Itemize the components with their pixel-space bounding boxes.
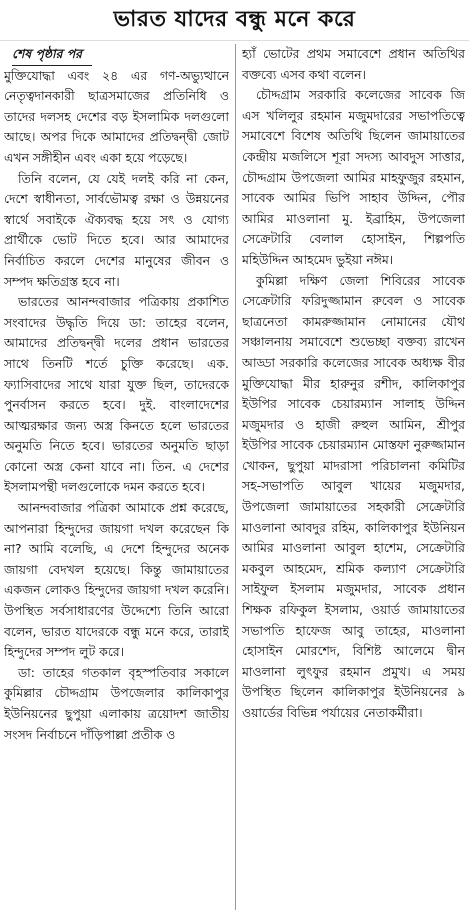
paragraph-left-5: ডা: তাহের গতকাল বৃহস্পতিবার সকালে কুমিল্লার চৌদ্দগ্রাম উপজেলার কালিকাপুর ইউনিয়নের ছুপুয়া এলাকায় ত্রয়োদশ জাতীয় সংসদ নির্বাচনে দাঁড়িপাল্লা প্রতীক ও xyxy=(4,664,229,742)
column-divider xyxy=(235,44,236,910)
paragraph-right-3: কুমিল্লা দক্ষিণ জেলা শিবিরের সাবেক সেক্রেটারি ফরিদুজ্জামান রুবেল ও সাবেক ছাত্রনেতা কামরুজ্জামান নোমানের যৌথ সঞ্চালনায় সমাবেশে শুভেচ্ছা বক্তব্য রাখেন আড্ডা সরকারি কলেজের সাবেক অধ্যক্ষ বীর মুক্তিযোদ্ধা মীর হারুনুর রশীদ, কালিকাপুর ইউপির সাবেক চেয়ারম্যান সালাহ উদ্দিন মজুমদার ও হাজী রুহুল আমিন, শ্রীপুর ইউপির সাবেক চেয়ারম্যান মোস্তফা নুরুজ্জামান খোকন, ছুপুয়া মাদরাসা পরিচালনা কমিটির সহ-সভাপতি আবুল খায়ের মজুমদার, উপজেলা জামায়াতের সহকারী সেক্রেটারি মাওলানা আবদুর রহিম, কালিকাপুর ইউনিয়ন আমির মাওলানা আবুল হাশেম, সেক্রেটারি মকবুল আহমেদ, শ্রমিক কল্যাণ সেক্রেটারি সাইফুল ইসলাম মজুমদার, সাবেক প্রধান শিক্ষক রফিকুল ইসলাম, ওয়ার্ড জামায়াতের সভাপতি হাফেজ আবু তাহের, মাওলানা হোসাইন মোরশেদ, বিশিষ্ট আলেমে দ্বীন মাওলানা লুৎফুর রহমান প্রমুখ। এ সময় উপস্থিত ছিলেন কালিকাপুর ইউনিয়নের ৯ ওয়ার্ডের বিভিন্ন পর্যায়ের নেতাকর্মীরা। xyxy=(242,272,465,720)
right-column xyxy=(242,44,465,910)
paragraph-right-1: হ্যাঁ ভোটের প্রথম সমাবেশে প্রধান অতিথির বক্তব্যে এসব কথা বলেন। xyxy=(242,46,465,82)
paragraph-left-3: ভারতের আনন্দবাজার পত্রিকায় প্রকাশিত সংবাদের উদ্ধৃতি দিয়ে ডা: তাহের বলেন, আমাদের প্রতিদ্বন্দ্বী দলের প্রধান ভারতের সাথে তিনটি শর্তে চুক্তি করেছে। এক. ফ্যাসিবাদের সাথে যারা যুক্ত ছিল, তাদেরকে পুনর্বাসন করতে হবে। দুই. বাংলাদেশের আত্মরক্ষার জন্য অস্ত্র কিনতে হলে ভারতের অনুমতি নিতে হবে। ভারতের অনুমতি ছাড়া কোনো অস্ত্র কেনা যাবে না। তিন. এ দেশের ইসলামপন্থী দলগুলোকে দমন করতে হবে। xyxy=(4,294,229,495)
headline: ভারত যাদের বন্ধু মনে করে xyxy=(0,0,469,41)
paragraph-left-4: আনন্দবাজার পত্রিকা আমাকে প্রশ্ন করেছে, আপনারা হিন্দুদের জায়গা দখল করেছেন কি না? আমি বলেছি, এ দেশে হিন্দুদের অনেক জায়গা বেদখল হয়েছে। কিন্তু জামায়াতের একজন লোকও হিন্দুদের জায়গা দখল করেনি। উপস্থিত সর্বসাধারণের উদ্দেশ্যে তিনি আরো বলেন, ভারত যাদেরকে বন্ধু মনে করে, তারাই হিন্দুদের সম্পদ লুট করে। xyxy=(4,500,229,660)
paragraph-left-1: মুক্তিযোদ্ধা এবং ২৪ এর গণ-অভ্যুত্থানে নেতৃত্বদানকারী ছাত্রসমাজের প্রতিনিধি ও তাদের দলসহ দেশের বড় ইসলামিক দলগুলো আছে। অপর দিকে আমাদের প্রতিদ্বন্দ্বী জোট এখন সঙ্গীহীন এবং একা হয়ে পড়েছে। xyxy=(4,67,229,165)
paragraph-left-2: তিনি বলেন, যে যেই দলই করি না কেন, দেশে স্বাধীনতা, সার্বভৌমত্ব রক্ষা ও উন্নয়নের স্বার্থে সবাইকে ঐক্যবদ্ধ হয়ে সৎ ও যোগ্য প্রার্থীকে ভোট দিতে হবে। আর আমাদের নির্বাচিত করলে দেশের মানুষের জীবন ও সম্পদ ক্ষতিগ্রস্ত হবে না। xyxy=(4,170,229,289)
continued-label: শেষ পৃষ্ঠার পর xyxy=(12,44,92,66)
left-column xyxy=(4,44,229,910)
paragraph-right-2: চৌদ্দগ্রাম সরকারি কলেজের সাবেক জি এস খলিলুর রহমান মজুমদারের সভাপতিত্বে সমাবেশে বিশেষ অতিথি ছিলেন জামায়াতের কেন্দ্রীয় মজলিসে শূরা সদস্য আবদুস সাত্তার, চৌদ্দগ্রাম উপজেলা আমির মাহফুজুর রহমান, সাবেক আমির ভিপি সাহাব উদ্দিন, পৌর আমির মাওলানা মু. ইব্রাহিম, উপজেলা সেক্রেটারি বেলাল হোসাইন, শিল্পপতি মহিউদ্দিন আহমেদ ভুইয়া নঈম। xyxy=(242,87,465,267)
